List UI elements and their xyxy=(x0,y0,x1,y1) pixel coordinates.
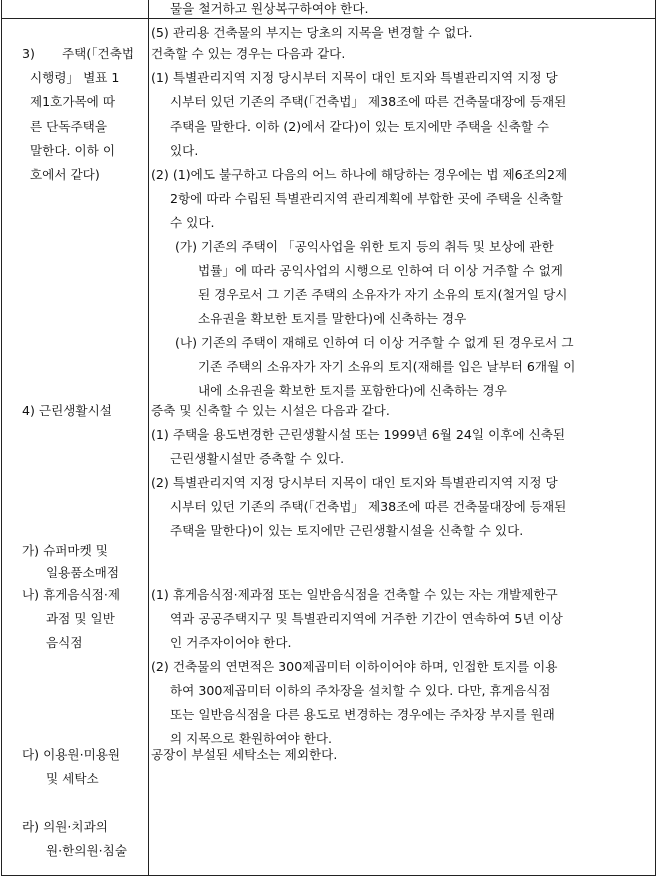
subitem-label: 가) 슈퍼마켓 및 xyxy=(22,543,108,558)
cell-text: 시부터 있던 기존의 주택(「건축법」 제38조에 따른 건축물대장에 등재된 xyxy=(170,499,567,514)
item-label: 른 단독주택을 xyxy=(30,119,107,134)
cell-text: 소유권을 확보한 토지를 말한다)에 신축하는 경우 xyxy=(198,311,467,326)
column-divider xyxy=(148,0,149,875)
cell-text: (2) (1)에도 불구하고 다음의 어느 하나에 해당하는 경우에는 법 제6조의2제 xyxy=(151,167,568,182)
subitem-label: 라) 의원·치과의 xyxy=(22,819,108,834)
item-label: 제1호가목에 따 xyxy=(30,94,116,109)
cell-text: 인 거주자이어야 한다. xyxy=(170,635,292,650)
cell-text: 주택을 말한다. 이하 (2)에서 같다)이 있는 토지에만 주택을 신축할 수 xyxy=(170,119,550,134)
cell-text: 의 지목으로 환원하여야 한다. xyxy=(170,731,332,746)
item-label: 주택(「건축법 xyxy=(62,46,135,61)
cell-text: (1) 주택을 용도변경한 근린생활시설 또는 1999년 6월 24일 이후에 신축된 xyxy=(151,427,566,442)
cell-text: 근린생활시설만 증축할 수 있다. xyxy=(170,451,345,466)
subitem-label: 다) 이용원·미용원 xyxy=(22,747,121,762)
cell-text: 내에 소유권을 확보한 토지를 포함한다)에 신축하는 경우 xyxy=(198,383,507,398)
cell-text: 시부터 있던 기존의 주택(「건축법」 제38조에 따른 건축물대장에 등재된 xyxy=(170,94,567,109)
cell-text: 증축 및 신축할 수 있는 시설은 다음과 같다. xyxy=(151,403,390,418)
cell-text: 건축할 수 있는 경우는 다음과 같다. xyxy=(151,46,346,61)
item-label: 시행령」 별표 1 xyxy=(30,70,120,85)
cell-text: 물을 철거하고 원상복구하여야 한다. xyxy=(170,1,369,16)
cell-text: 법률」에 따라 공익사업의 시행으로 인하여 더 이상 거주할 수 없게 xyxy=(198,263,563,278)
cell-text: (1) 특별관리지역 지정 당시부터 지목이 대인 토지와 특별관리지역 지정 당 xyxy=(151,70,558,85)
item-label: 호에서 같다) xyxy=(30,167,100,182)
cell-text: (가) 기존의 주택이 「공익사업을 위한 토지 등의 취득 및 보상에 관한 xyxy=(175,239,554,254)
cell-text: (5) 관리용 건축물의 부지는 당초의 지목을 변경할 수 없다. xyxy=(151,25,473,40)
cell-text: (1) 휴게음식점·제과점 또는 일반음식점을 건축할 수 있는 자는 개발제한구 xyxy=(151,587,558,602)
cell-text: 주택을 말한다)이 있는 토지에만 근린생활시설을 신축할 수 있다. xyxy=(170,523,524,538)
cell-text: (나) 기존의 주택이 재해로 인하여 더 이상 거주할 수 없게 된 경우로서 그 xyxy=(175,335,574,350)
cell-text: 또는 일반음식점을 다른 용도로 변경하는 경우에는 주차장 부지를 원래 xyxy=(170,707,555,722)
cell-text: (2) 특별관리지역 지정 당시부터 지목이 대인 토지와 특별관리지역 지정 당 xyxy=(151,475,558,490)
item-label: 4) 근린생활시설 xyxy=(22,403,112,418)
subitem-label: 나) 휴게음식점·제 xyxy=(22,587,121,602)
subitem-label: 과점 및 일반 xyxy=(46,611,115,626)
subitem-label: 및 세탁소 xyxy=(46,771,99,786)
subitem-label: 원·한의원·침술 xyxy=(46,843,127,858)
cell-text: 수 있다. xyxy=(170,215,215,230)
subitem-label: 일용품소매점 xyxy=(46,565,119,580)
cell-text: 된 경우로서 그 기존 주택의 소유자가 자기 소유의 토지(철거일 당시 xyxy=(198,287,568,302)
item-number: 3) xyxy=(22,46,35,61)
cell-text: 2항에 따라 수립된 특별관리지역 관리계획에 부합한 곳에 주택을 신축할 xyxy=(170,191,563,206)
cell-text: 기존 주택의 소유자가 자기 소유의 토지(재해를 입은 날부터 6개월 이 xyxy=(198,359,576,374)
cell-text: 하여 300제곱미터 이하의 주차장을 설치할 수 있다. 다만, 휴게음식점 xyxy=(170,683,551,698)
cell-text: (2) 건축물의 연면적은 300제곱미터 이하이어야 하며, 인접한 토지를 이용 xyxy=(151,659,558,674)
cell-text: 있다. xyxy=(170,143,199,158)
item-label: 말한다. 이하 이 xyxy=(30,143,116,158)
cell-text: 공장이 부설된 세탁소는 제외한다. xyxy=(151,747,338,762)
subitem-label: 음식점 xyxy=(46,635,83,650)
cell-text: 역과 공공주택지구 및 특별관리지역에 거주한 기간이 연속하여 5년 이상 xyxy=(170,611,563,626)
